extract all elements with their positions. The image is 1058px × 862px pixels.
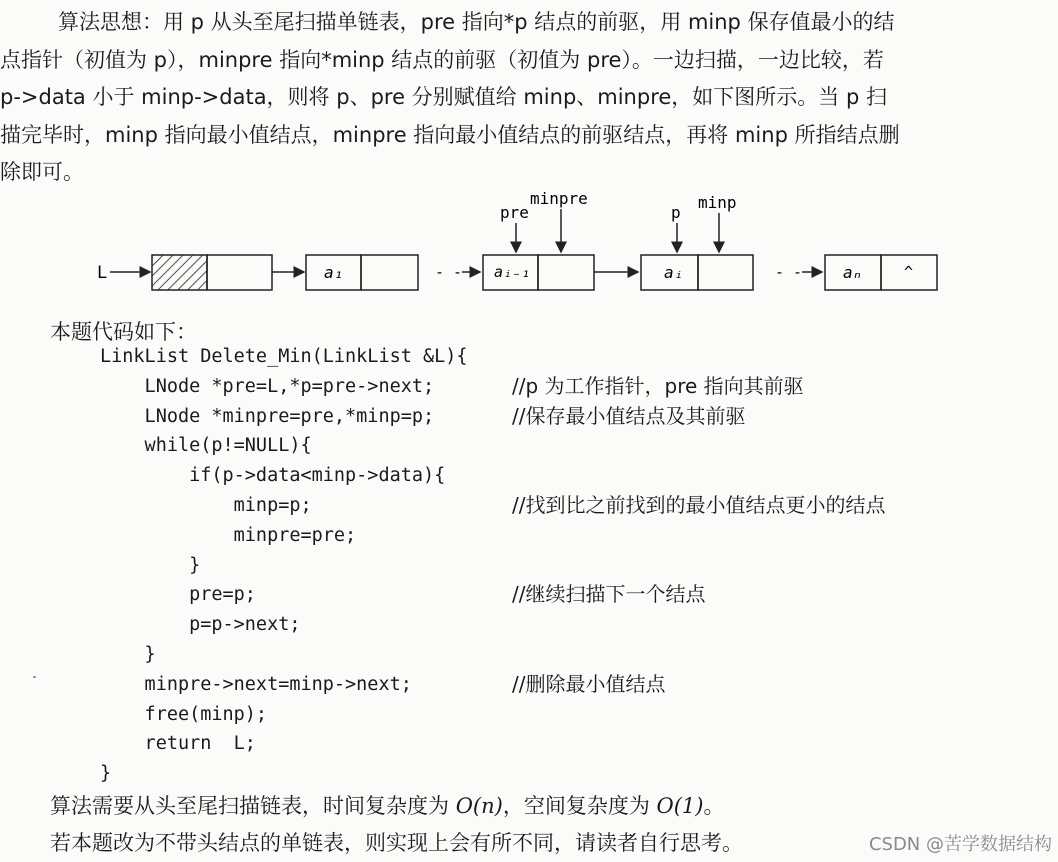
code-line xyxy=(100,342,468,372)
code-text: minp=p; xyxy=(100,494,312,516)
code-comment: //继续扫描下一个结点 xyxy=(512,582,706,607)
code-comment: //p 为工作指针，pre 指向其前驱 xyxy=(512,373,804,398)
null-marker: ^ xyxy=(904,263,914,281)
code-text: p=p->next; xyxy=(100,614,301,636)
ellipsis-dashes-1: - - - xyxy=(435,263,481,281)
scan-speck xyxy=(33,676,36,678)
code-text: LinkList Delete_Min(LinkList &L){ xyxy=(100,346,468,367)
node-a1 xyxy=(306,255,418,290)
code-text: LNode *pre=L,*p=pre->next; xyxy=(100,375,435,397)
complexity-text-1: 算法需要从头至尾扫描链表，时间复杂度为 xyxy=(50,794,456,818)
pointer-pre-label: pre xyxy=(500,203,529,222)
code-text: } xyxy=(100,554,201,576)
code-line xyxy=(100,700,468,730)
code-comment: //保存最小值结点及其前驱 xyxy=(512,403,746,428)
intro-line-2: 点指针（初值为 p），minpre 指向*minp 结点的前驱（初值为 pre）。一边扫描，一边比较，若 xyxy=(0,47,884,72)
ellipsis-dashes-2: - - - xyxy=(775,263,821,281)
time-complexity: O(n) xyxy=(455,794,503,818)
code-text: while(p!=NULL){ xyxy=(100,435,312,457)
node-ai-label: aᵢ xyxy=(664,263,684,282)
code-text: minpre->next=minp->next; xyxy=(100,673,412,695)
code-block xyxy=(100,342,886,789)
code-line xyxy=(100,491,886,521)
pointer-p-label: p xyxy=(671,203,681,222)
code-text: free(minp); xyxy=(100,703,268,725)
code-comment: //删除最小值结点 xyxy=(512,671,666,696)
head-node xyxy=(152,255,272,290)
node-an xyxy=(825,255,937,290)
linked-list-diagram xyxy=(0,180,1058,300)
code-line xyxy=(100,670,666,700)
code-text: LNode *minpre=pre,*minp=p; xyxy=(100,405,435,427)
complexity-text-3: 。 xyxy=(703,794,725,818)
head-label-L: L xyxy=(97,263,108,283)
code-line xyxy=(100,580,706,610)
code-line xyxy=(100,729,468,759)
node-an-label: aₙ xyxy=(843,263,863,282)
closing-note: 若本题改为不带头结点的单链表，则实现上会有所不同，请读者自行思考。 xyxy=(50,831,743,855)
code-text: pre=p; xyxy=(100,584,256,606)
code-line xyxy=(100,551,468,581)
intro-line-5: 除即可。 xyxy=(0,160,84,184)
intro-line-4: 描完毕时，minp 指向最小值结点，minpre 指向最小值结点的前驱结点，再将 minp 所指结点删 xyxy=(0,122,900,147)
node-ai xyxy=(641,255,753,290)
code-line xyxy=(100,372,804,402)
code-line xyxy=(100,402,746,432)
code-heading: 本题代码如下： xyxy=(50,320,197,344)
node-ai-1 xyxy=(483,255,594,290)
pointer-minp-label: minp xyxy=(698,193,737,212)
code-line xyxy=(100,610,468,640)
intro-line-3: p->data 小于 minp->data，则将 p、pre 分别赋值给 minp、minpre，如下图所示。当 p 扫 xyxy=(0,85,887,109)
pointer-minpre-label: minpre xyxy=(530,189,588,208)
code-text: } xyxy=(100,643,156,665)
code-line xyxy=(100,759,468,789)
code-text: minpre=pre; xyxy=(100,524,357,546)
complexity-text-2: ，空间复杂度为 xyxy=(502,794,657,818)
intro-paragraph xyxy=(0,4,1054,192)
complexity-note xyxy=(50,790,724,820)
intro-line-1: 算法思想：用 p 从头至尾扫描单链表，pre 指向*p 结点的前驱，用 minp 保存值最小的结 xyxy=(58,10,895,34)
code-text: if(p->data<minp->data){ xyxy=(100,465,446,487)
code-text: return L; xyxy=(100,733,256,755)
code-line xyxy=(100,431,468,461)
csdn-watermark: CSDN @苦学数据结构 xyxy=(868,834,1052,855)
space-complexity: O(1) xyxy=(656,794,704,818)
code-comment: //找到比之前找到的最小值结点更小的结点 xyxy=(512,492,886,517)
code-text: } xyxy=(100,763,112,785)
code-line xyxy=(100,461,468,491)
node-a1-label: a₁ xyxy=(324,263,344,282)
code-line xyxy=(100,521,468,551)
node-ai-1-label: aᵢ₋₁ xyxy=(494,263,531,281)
code-line xyxy=(100,640,468,670)
